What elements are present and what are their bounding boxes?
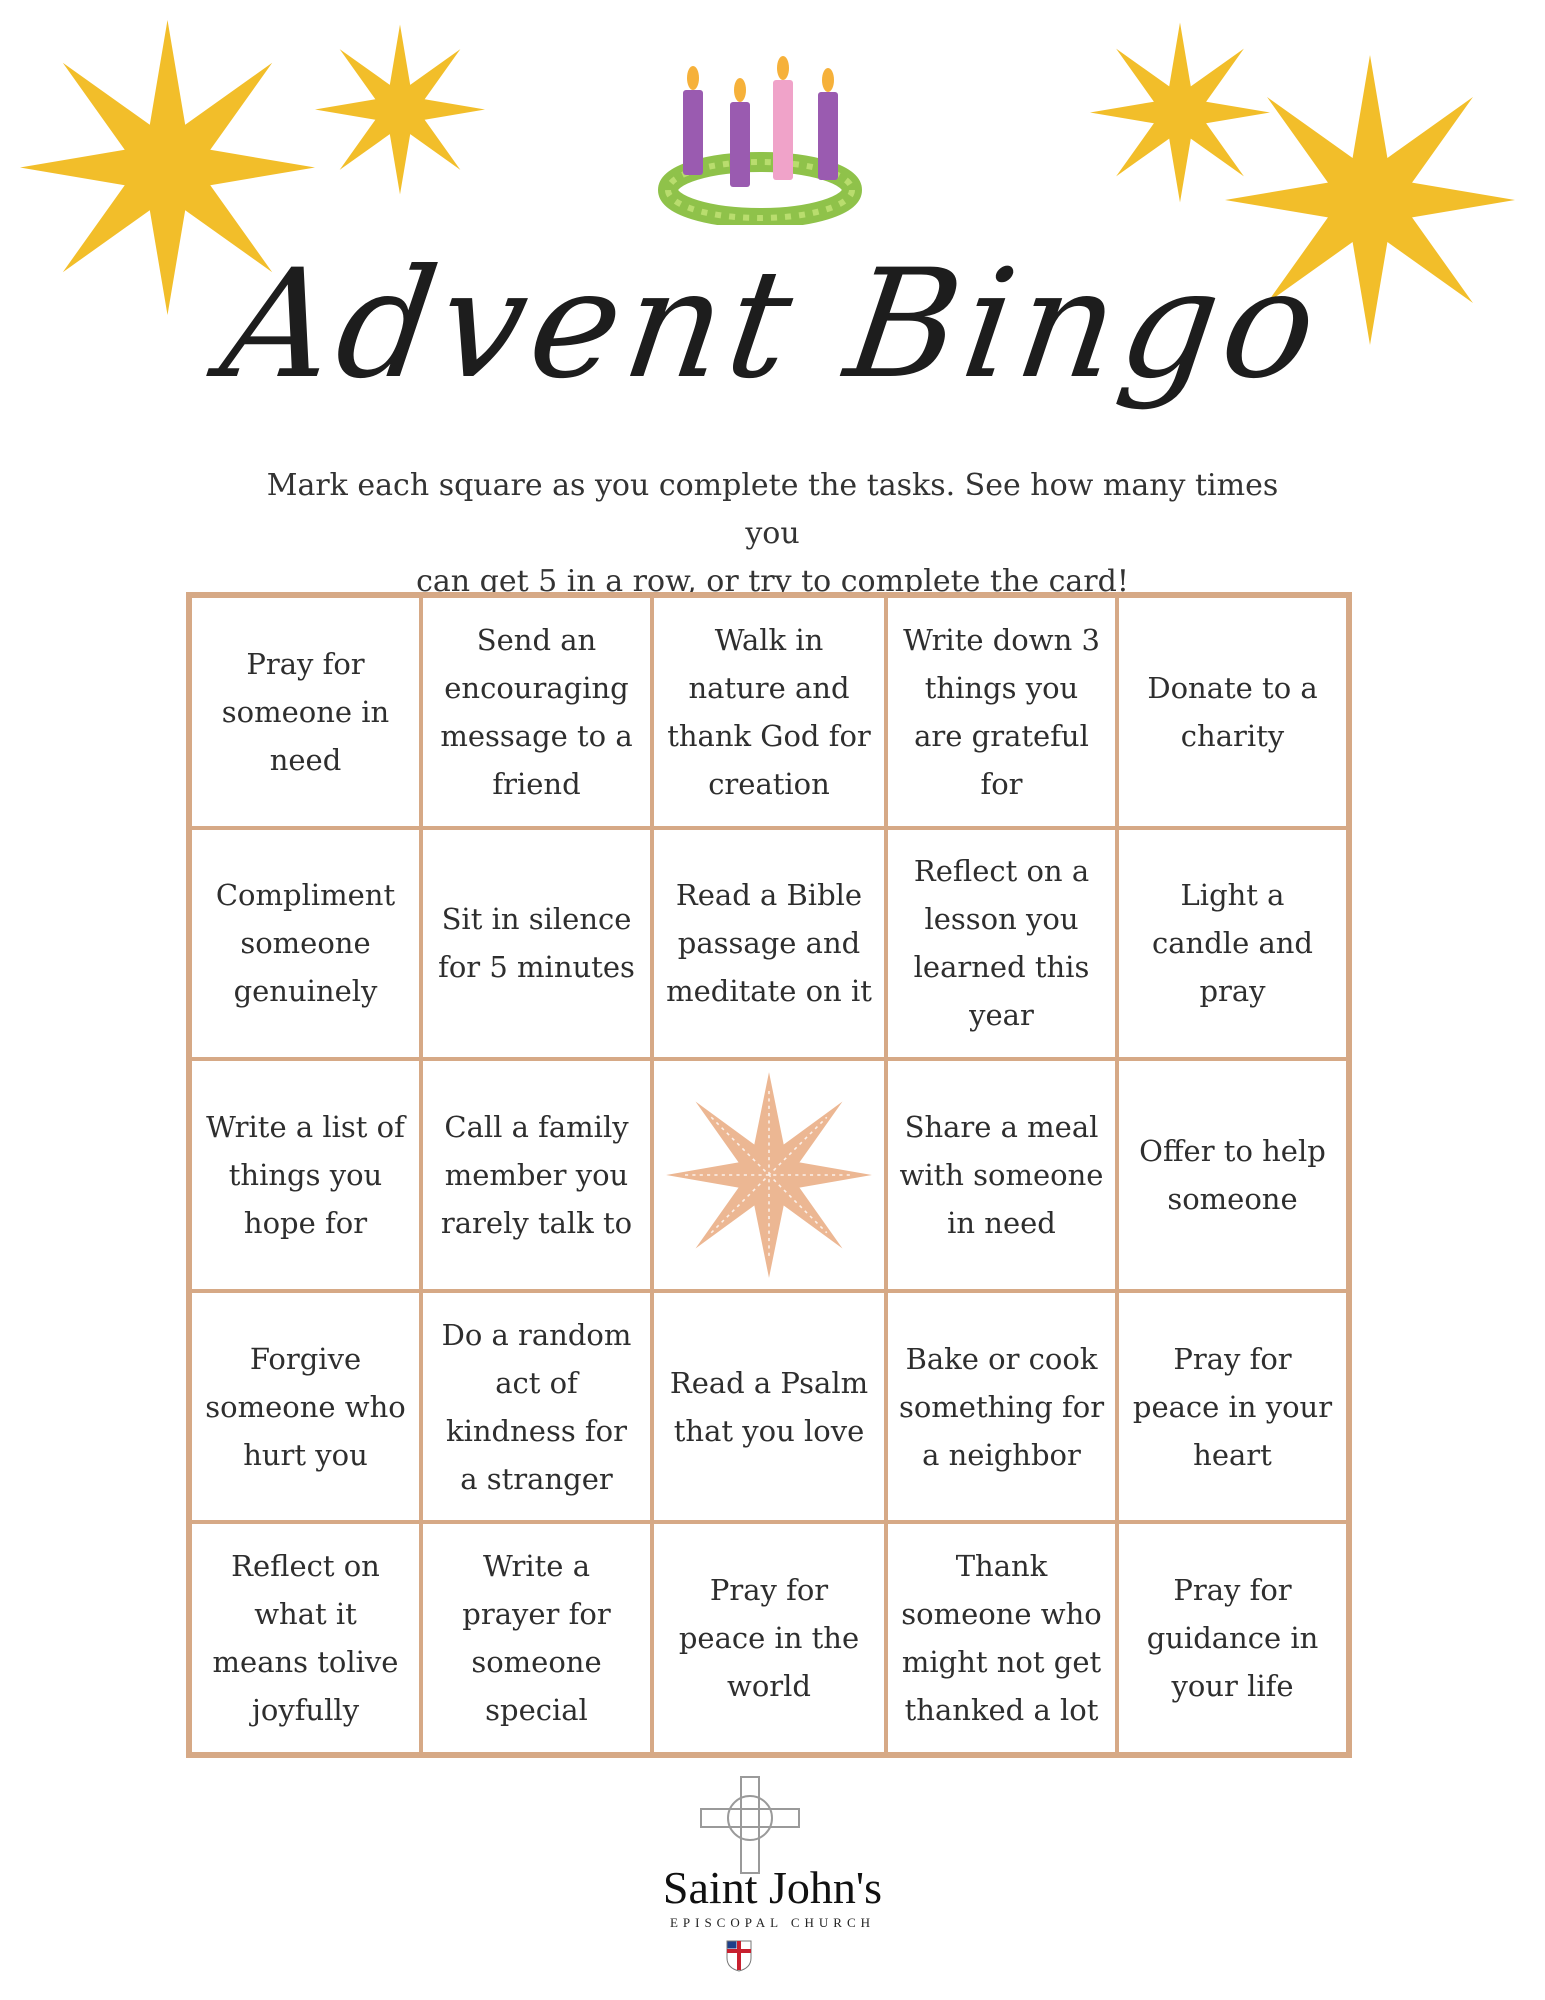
bingo-cell[interactable]: Share a meal with someone in need <box>886 1059 1117 1291</box>
bingo-cell[interactable]: Read a Psalm that you love <box>652 1291 886 1523</box>
yellow-star-icon <box>315 22 485 197</box>
instructions <box>260 462 1285 606</box>
bingo-cell[interactable]: Do a random act of kindness for a stranger <box>421 1291 652 1523</box>
bingo-cell[interactable]: Write down 3 things you are grateful for <box>886 596 1117 828</box>
bingo-cell[interactable]: Sit in silence for 5 minutes <box>421 828 652 1060</box>
church-name: Saint John's <box>662 1862 883 1913</box>
free-space-star-icon <box>664 1070 874 1280</box>
bingo-cell[interactable]: Read a Bible passage and meditate on it <box>652 828 886 1060</box>
bingo-cell[interactable]: Call a family member you rarely talk to <box>421 1059 652 1291</box>
bingo-cell[interactable]: Write a prayer for someone special <box>421 1522 652 1754</box>
bingo-cell[interactable]: Compliment someone genuinely <box>190 828 421 1060</box>
bingo-cell[interactable]: Light a candle and pray <box>1117 828 1348 1060</box>
cross-icon <box>695 1775 805 1875</box>
bingo-grid <box>186 592 1352 1758</box>
church-subtitle: EPISCOPAL CHURCH <box>669 1915 876 1930</box>
free-space-cell[interactable] <box>652 1059 886 1291</box>
bingo-cell[interactable]: Walk in nature and thank God for creation <box>652 596 886 828</box>
bingo-cell[interactable]: Write a list of things you hope for <box>190 1059 421 1291</box>
bingo-cell[interactable]: Pray for peace in the world <box>652 1522 886 1754</box>
bingo-cell[interactable]: Donate to a charity <box>1117 596 1348 828</box>
bingo-cell[interactable]: Reflect on what it means tolive joyfully <box>190 1522 421 1754</box>
bingo-cell[interactable]: Pray for guidance in your life <box>1117 1522 1348 1754</box>
bingo-cell[interactable]: Reflect on a lesson you learned this year <box>886 828 1117 1060</box>
bingo-cell[interactable]: Send an encouraging message to a friend <box>421 596 652 828</box>
episcopal-shield-icon <box>726 1940 752 1972</box>
page-title: Advent Bingo <box>212 238 1333 412</box>
instructions-line: Mark each square as you complete the tasks. See how many times you <box>266 468 1279 551</box>
bingo-cell[interactable]: Forgive someone who hurt you <box>190 1291 421 1523</box>
bingo-cell[interactable]: Bake or cook something for a neighbor <box>886 1291 1117 1523</box>
instructions-line: can get 5 in a row, or try to complete the card! <box>416 564 1129 599</box>
bingo-cell[interactable]: Pray for peace in your heart <box>1117 1291 1348 1523</box>
bingo-cell[interactable]: Offer to help someone <box>1117 1059 1348 1291</box>
bingo-cell[interactable]: Thank someone who might not get thanked a lot <box>886 1522 1117 1754</box>
bingo-cell[interactable]: Pray for someone in need <box>190 596 421 828</box>
advent-wreath-icon <box>655 50 865 225</box>
